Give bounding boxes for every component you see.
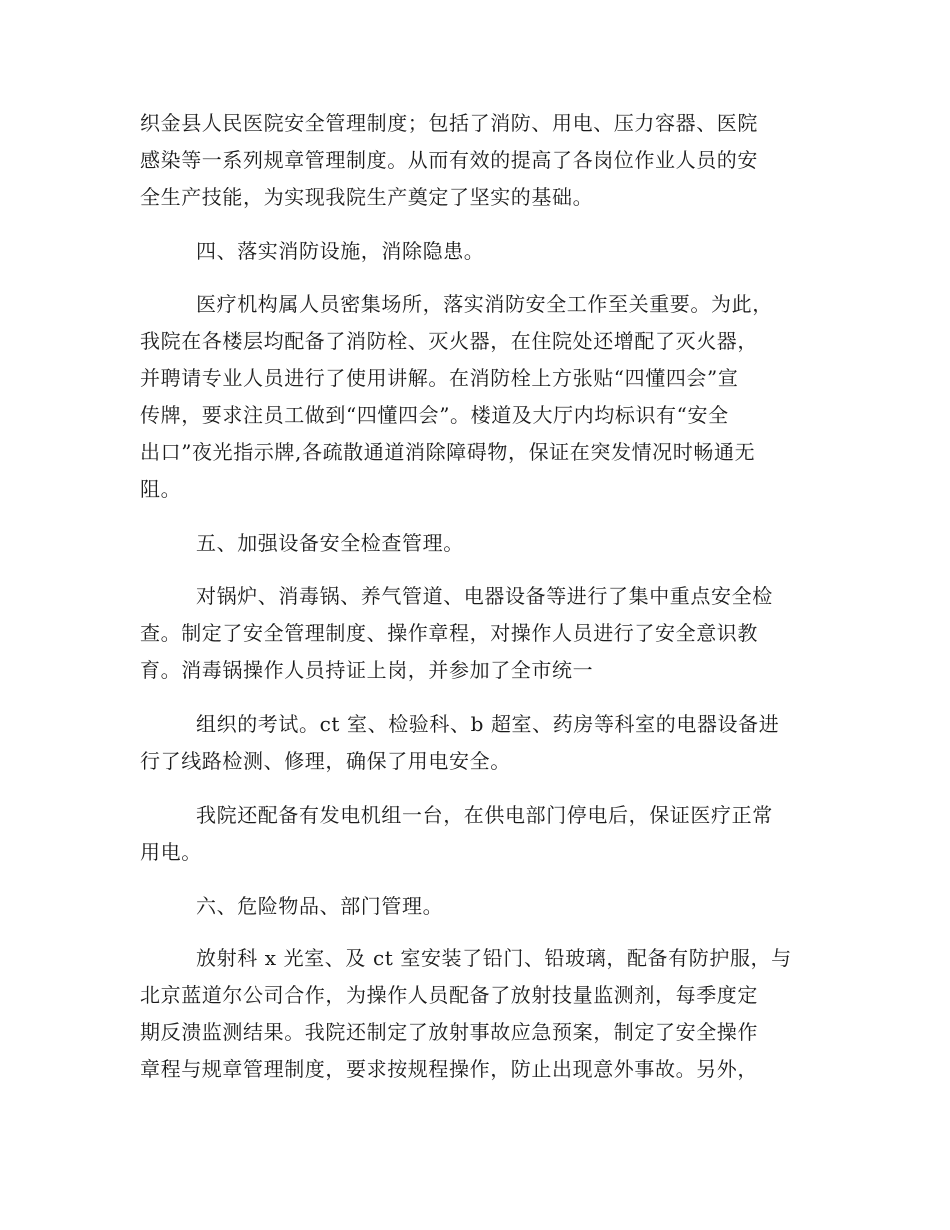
text-line: 全生产技能，为实现我院生产奠定了坚实的基础。 xyxy=(140,185,594,209)
paragraph-electrical-repair xyxy=(140,706,820,780)
text-line: 行了线路检测、修理，确保了用电安全。 xyxy=(140,749,511,773)
text-line: 我院在各楼层均配备了消防栓、灭火器，在住院处还增配了灭火器， xyxy=(140,329,758,353)
text-line: 放射科 x 光室、及 ct 室安装了铅门、铅玻璃，配备有防护服，与 xyxy=(196,946,792,970)
heading-text: 四、落实消防设施，消除隐患。 xyxy=(196,239,485,263)
text-line: 组织的考试。ct 室、检验科、b 超室、药房等科室的电器设备进 xyxy=(196,712,780,736)
text-line: 织金县人民医院安全管理制度；包括了消防、用电、压力容器、医院 xyxy=(140,111,758,135)
paragraph-safety-rules xyxy=(140,105,820,216)
text-line: 对锅炉、消毒锅、养气管道、电器设备等进行了集中重点安全检 xyxy=(196,584,773,608)
text-line: 传牌，要求注员工做到“四懂四会”。楼道及大厅内均标识有“安全 xyxy=(140,403,729,427)
paragraph-equipment-check xyxy=(140,578,820,689)
paragraph-generator xyxy=(140,797,820,871)
text-line: 并聘请专业人员进行了使用讲解。在消防栓上方张贴“四懂四会”宣 xyxy=(140,366,739,390)
text-line: 感染等一系列规章管理制度。从而有效的提高了各岗位作业人员的安 xyxy=(140,148,758,172)
text-line: 阻。 xyxy=(140,477,182,501)
section-heading-6 xyxy=(140,888,820,925)
text-line: 查。制定了安全管理制度、操作章程，对操作人员进行了安全意识教 xyxy=(140,621,758,645)
text-line: 章程与规章管理制度，要求按规程操作，防止出现意外事故。另外， xyxy=(140,1057,758,1081)
paragraph-radiation-safety xyxy=(140,940,820,1088)
section-heading-5 xyxy=(140,525,820,562)
text-line: 期反溃监测结果。我院还制定了放射事故应急预案，制定了安全操作 xyxy=(140,1020,758,1044)
text-line: 北京蓝道尔公司合作，为操作人员配备了放射技量监测剂，每季度定 xyxy=(140,983,758,1007)
text-line: 出口”夜光指示牌,各疏散通道消除障碍物，保证在突发情况时畅通无 xyxy=(140,440,756,464)
text-line: 育。消毒锅操作人员持证上岗，并参加了全市统一 xyxy=(140,658,594,682)
paragraph-fire-safety xyxy=(140,286,820,508)
text-line: 我院还配备有发电机组一台，在供电部门停电后，保证医疗正常 xyxy=(196,803,773,827)
section-heading-4 xyxy=(140,233,820,270)
heading-text: 六、危险物品、部门管理。 xyxy=(196,894,444,918)
heading-text: 五、加强设备安全检查管理。 xyxy=(196,531,464,555)
text-line: 医疗机构属人员密集场所，落实消防安全工作至关重要。为此， xyxy=(196,292,773,316)
text-line: 用电。 xyxy=(140,840,202,864)
